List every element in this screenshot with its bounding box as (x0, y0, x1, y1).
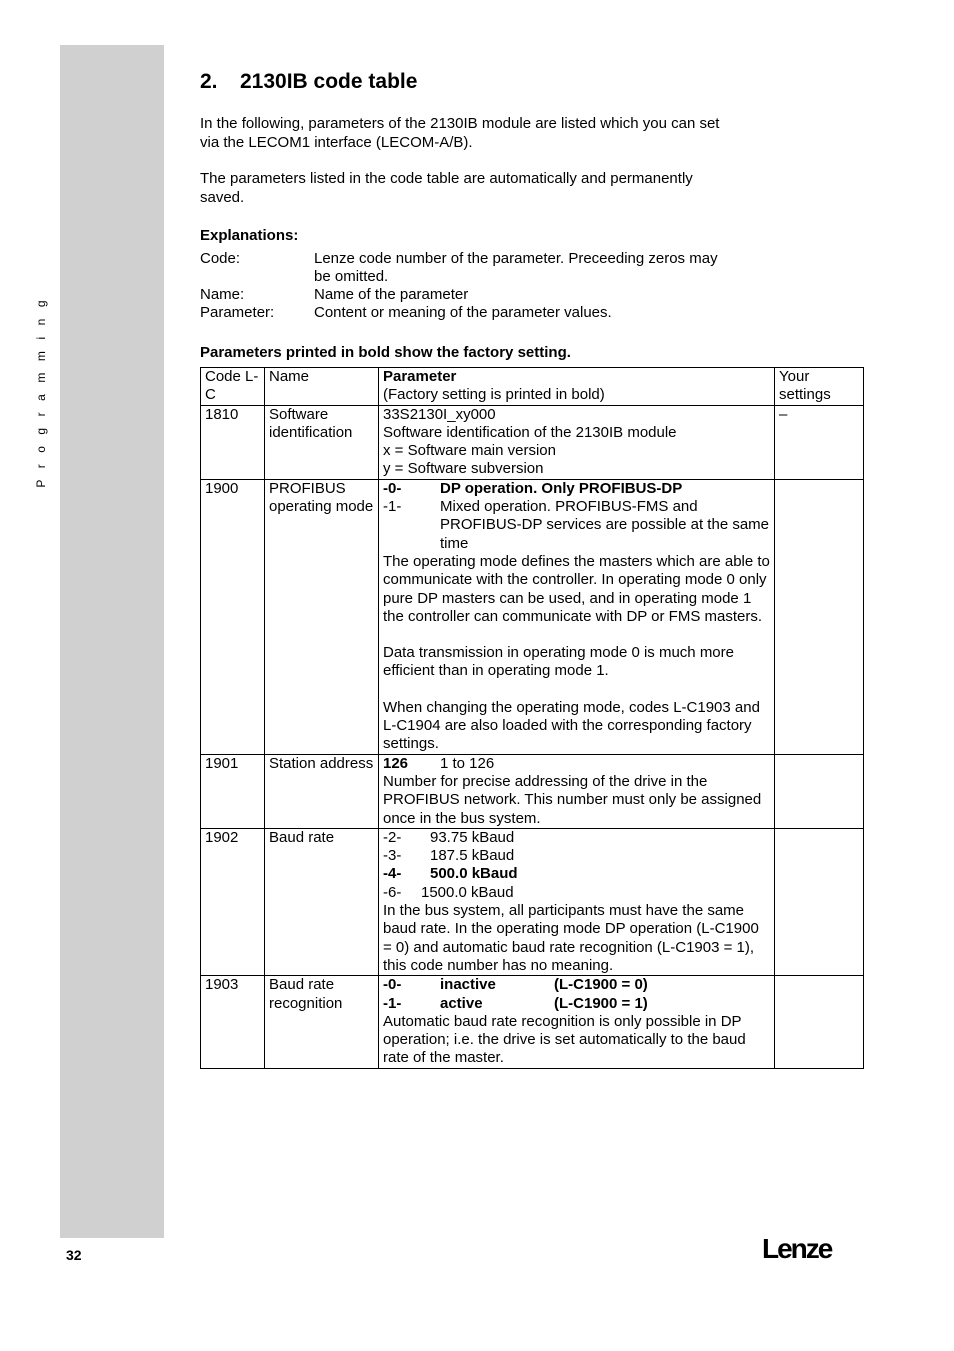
lenze-logo: Lenze (762, 1233, 832, 1264)
explanation-term: Code: (200, 250, 241, 267)
param-description: When changing the operating mode, codes L-C1903 and L-C1904 are also loaded with the corresponding factory settings. (383, 698, 760, 753)
cell-name: PROFIBUS operating mode (265, 479, 379, 754)
option-row (383, 995, 770, 1013)
explanation-item (200, 286, 720, 304)
option-text: 187.5 kBaud (430, 847, 515, 865)
option-text: DP operation. Only PROFIBUS-DP (440, 479, 683, 497)
cell-parameter (379, 828, 775, 975)
option-code: -1- (383, 994, 402, 1012)
cell-name: Software identification (265, 405, 379, 479)
table-row (201, 828, 864, 975)
option-code: -1- (383, 498, 402, 516)
cell-settings (775, 976, 864, 1068)
value-range: 1 to 126 (440, 754, 495, 772)
param-line: y = Software subversion (383, 460, 544, 478)
option-row (383, 847, 770, 865)
cell-code: 1901 (201, 754, 265, 828)
cell-name: Baud rate recognition (265, 976, 379, 1068)
option-text: inactive (440, 976, 496, 994)
option-row (383, 976, 770, 994)
option-text: active (440, 994, 483, 1012)
cell-code: 1902 (201, 828, 265, 975)
cell-code: 1900 (201, 479, 265, 754)
code-table (200, 367, 864, 1069)
param-line: x = Software main version (383, 442, 556, 460)
default-value: 126 (383, 754, 409, 772)
cell-name: Baud rate (265, 828, 379, 975)
param-line: Software identification of the 2130IB module (383, 423, 677, 441)
option-text: 1500.0 kBaud (421, 883, 514, 901)
param-description: In the bus system, all participants must have the same baud rate. In the operating mode DP operation (L-C1900 = 0) and automatic baud rate recognition (L-C1903 = 1), this code number has no meaning. (383, 902, 759, 974)
page-number: 32 (66, 1247, 82, 1263)
cell-code: 1810 (201, 405, 265, 479)
cell-settings (775, 479, 864, 754)
explanations-heading: Explanations: (200, 227, 299, 244)
explanation-desc: Lenze code number of the parameter. Preceeding zeros may be omitted. (314, 250, 718, 285)
section-number: 2. (200, 70, 218, 93)
cell-settings (775, 828, 864, 975)
cell-settings: – (775, 405, 864, 479)
option-row (383, 755, 770, 773)
option-text: 93.75 kBaud (430, 828, 515, 846)
explanation-term: Name: (200, 286, 245, 303)
option-code: -0- (383, 976, 402, 994)
cell-parameter (379, 405, 775, 479)
table-row (201, 976, 864, 1068)
cell-settings (775, 754, 864, 828)
explanation-item (200, 304, 720, 322)
table-header-row (201, 368, 864, 406)
cell-parameter (379, 754, 775, 828)
option-condition: (L-C1900 = 1) (554, 994, 648, 1012)
explanations-list (200, 250, 720, 322)
cell-parameter (379, 479, 775, 754)
cell-name: Station address (265, 754, 379, 828)
explanation-item (200, 250, 720, 286)
section-title (200, 68, 417, 96)
header-parameter-sub: (Factory setting is printed in bold) (383, 386, 605, 404)
table-row (201, 479, 864, 754)
table-row (201, 405, 864, 479)
option-row (383, 829, 770, 847)
cell-code: 1903 (201, 976, 265, 1068)
intro-paragraph: In the following, parameters of the 2130IB module are listed which you can set via the LECOM1 interface (LECOM-A/B). (200, 115, 720, 151)
section-side-label: P r o g r a m m i n g (34, 296, 48, 488)
table-row (201, 754, 864, 828)
option-row (383, 498, 770, 553)
margin-bar (60, 45, 164, 1238)
explanation-desc: Name of the parameter (314, 286, 469, 303)
saved-note-paragraph: The parameters listed in the code table are automatically and permanently saved. (200, 170, 693, 206)
param-description: Automatic baud rate recognition is only possible in DP operation; i.e. the drive is set automatically to the baud rate of the master. (383, 1012, 746, 1067)
header-settings: Your settings (775, 368, 864, 406)
option-code: -2- (383, 828, 402, 846)
param-line: 33S2130I_xy000 (383, 405, 496, 423)
option-code: -3- (383, 847, 402, 865)
explanation-term: Parameter: (200, 304, 275, 321)
section-title-text: 2130IB code table (240, 70, 418, 93)
factory-setting-note: Parameters printed in bold show the factory setting. (200, 344, 571, 361)
header-parameter (379, 368, 775, 406)
option-code: -6- (383, 883, 402, 901)
option-row (383, 884, 770, 902)
option-row (383, 865, 770, 883)
option-condition: (L-C1900 = 0) (554, 976, 648, 994)
option-row (383, 480, 770, 498)
option-text: 500.0 kBaud (430, 865, 518, 883)
header-name: Name (265, 368, 379, 406)
cell-parameter (379, 976, 775, 1068)
header-code: Code L-C (201, 368, 265, 406)
option-code: -0- (383, 479, 402, 497)
param-description: The operating mode defines the masters which are able to communicate with the controller. In operating mode 0 only pure DP masters can be used, and in operating mode 1 the controller can communicate with DP or FMS masters. (383, 552, 770, 625)
explanation-desc: Content or meaning of the parameter values. (314, 304, 612, 321)
param-description: Data transmission in operating mode 0 is much more efficient than in operating mode 1. (383, 644, 734, 680)
header-parameter-title: Parameter (383, 368, 457, 385)
option-code: -4- (383, 865, 402, 883)
option-text: Mixed operation. PROFIBUS-FMS and PROFIBUS-DP services are possible at the same time (440, 498, 770, 552)
param-description: Number for precise addressing of the drive in the PROFIBUS network. This number must only be assigned once in the bus system. (383, 772, 762, 827)
